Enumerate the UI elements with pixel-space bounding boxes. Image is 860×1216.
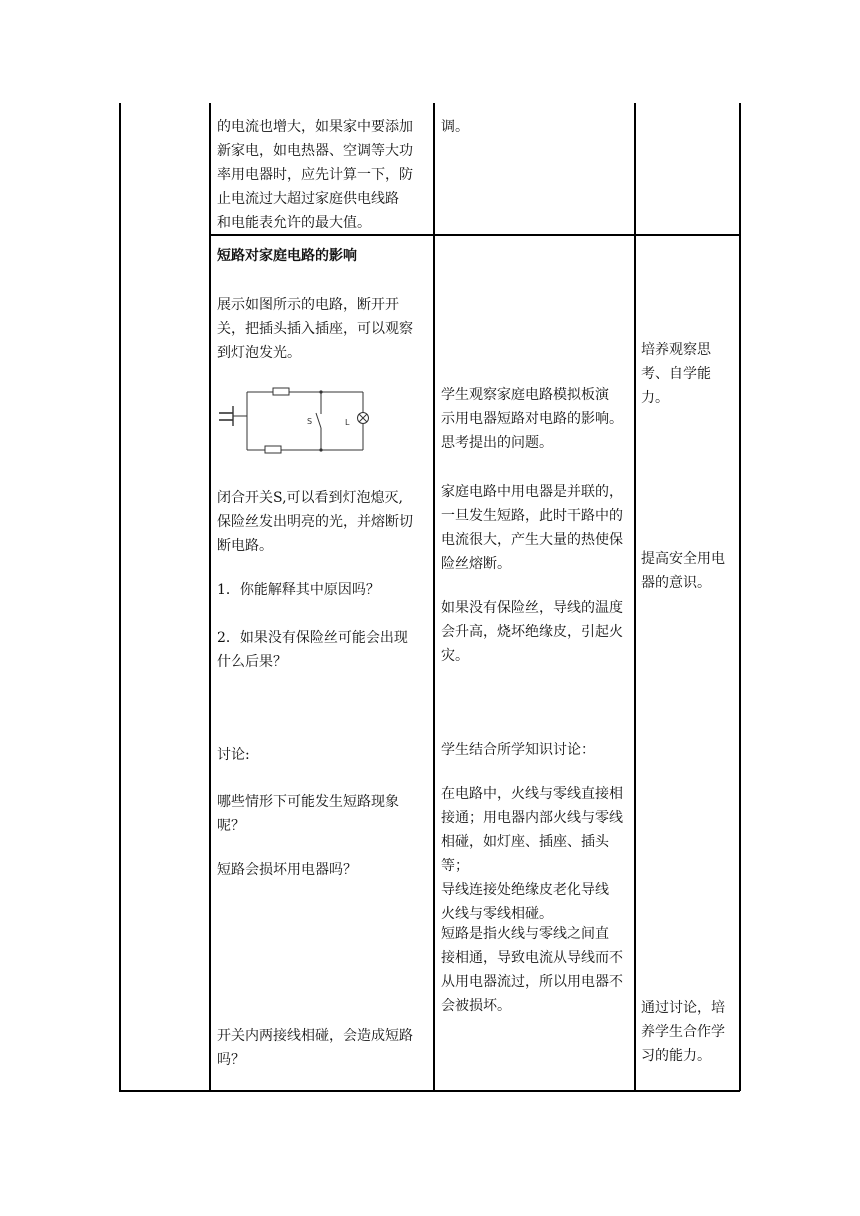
column-divider-2 [433,103,435,1091]
goal-2: 提高安全用电 器的意识。 [641,551,725,591]
top-row-student-text: 调。 [441,119,469,135]
column-divider-3 [634,103,636,1091]
switch-label: S [307,417,313,426]
question-1: 1．你能解释其中原因吗？ [217,582,380,598]
fuse-top [273,388,289,395]
column-divider-1 [209,103,211,1091]
switch-blade [316,413,321,428]
fuse-bottom [265,446,281,453]
show-circuit-text: 展示如图所示的电路，断开开 关，把插头插入插座，可以观察 到灯泡发光。 [217,297,413,361]
table-border-bottom [119,1090,740,1092]
student-answer-2: 如果没有保险丝，导线的温度 会升高，烧坏绝缘皮，引起火 灾。 [441,600,623,664]
top-row-student-cell [441,115,631,139]
discussion-question-3: 开关内两接线相碰，会造成短路 吗？ [217,1028,413,1068]
close-switch-text: 闭合开关S,可以看到灯泡熄灭, 保险丝发出明亮的光，并熔断切 断电路。 [217,490,413,554]
student-answer-3: 在电路中，火线与零线直接相 接通；用电器内部火线与零线 相碰，如灯座、插座、插头等； 导线连接处绝缘皮老化导线 火线与零线相碰。 [441,786,623,922]
discussion-question-2: 短路会损坏用电器吗？ [217,862,357,878]
top-row-content-cell [217,115,431,235]
table-border-right [739,103,741,1091]
student-observe-text: 学生观察家庭电路模拟板演 示用电器短路对电路的影响。 思考提出的问题。 [441,387,623,451]
section-heading: 短路对家庭电路的影响 [217,248,357,264]
student-discuss-label: 学生结合所学知识讨论： [441,742,595,758]
question-2: 2．如果没有保险丝可能会出现 什么后果？ [217,630,408,670]
circuit-diagram [215,380,385,460]
student-answer-4: 短路是指火线与零线之间直 接相通，导致电流从导线而不 从用电器流过，所以用电器不 会被损坏。 [441,926,623,1014]
goal-3: 通过讨论，培 养学生合作学 习的能力。 [641,1000,725,1064]
discussion-question-1: 哪些情形下可能发生短路现象 呢？ [217,794,399,834]
goal-1: 培养观察思 考、自学能力。 [641,342,711,406]
top-row-content-text: 的电流也增大，如果家中要添加 新家电，如电热器、空调等大功 率用电器时，应先计算一下，防 止电流过大超过家庭供电线路 和电能表允许的最大值。 [217,119,413,231]
table-border-left [119,103,121,1091]
discussion-label: 讨论: [217,747,250,763]
student-answer-1: 家庭电路中用电器是并联的， 一旦发生短路，此时干路中的 电流很大，产生大量的热使保 险丝熔断。 [441,484,623,572]
lamp-label: L [345,418,350,427]
